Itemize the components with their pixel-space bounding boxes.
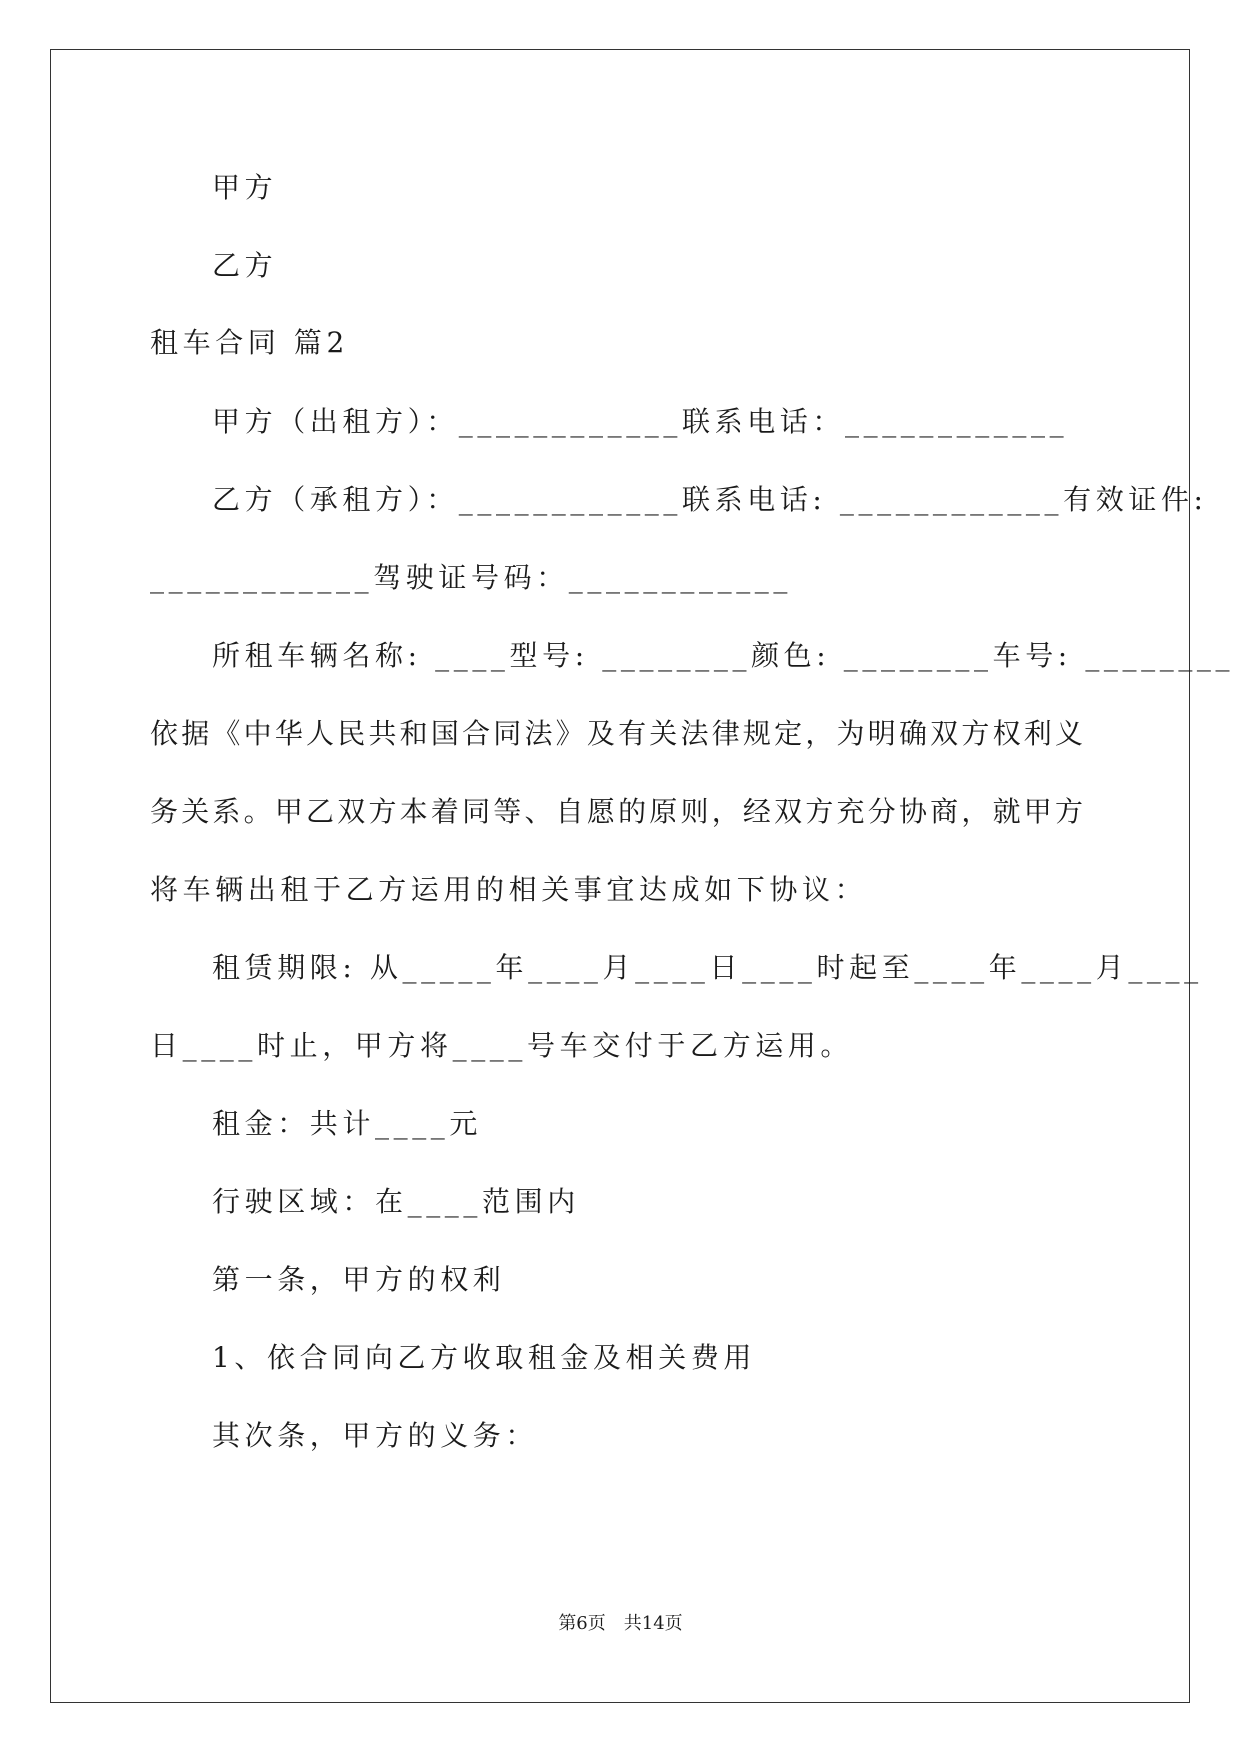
article-two-heading: 其次条，甲方的义务： [212, 1419, 539, 1452]
lessor-line: 甲方（出租方）：____________联系电话：____________ [212, 405, 1069, 438]
article-one-heading: 第一条，甲方的权利 [212, 1263, 506, 1296]
preamble-line-1: 依据《中华人民共和国合同法》及有关法律规定，为明确双方权利义 [150, 717, 1083, 750]
preamble-line-2: 务关系。甲乙双方本着同等、自愿的原则，经双方充分协商，就甲方 [150, 795, 1083, 828]
license-line: ____________驾驶证号码：____________ [150, 561, 793, 594]
preamble-line-3: 将车辆出租于乙方运用的相关事宜达成如下协议： [150, 873, 868, 906]
vehicle-info-line: 所租车辆名称: ____型号: ________颜色: ________车号: ________ [212, 639, 1235, 672]
party-a-label: 甲方 [212, 171, 278, 204]
page-number-footer [0, 1612, 1241, 1636]
contract-heading: 租车合同 篇2 [150, 326, 349, 359]
driving-area-line: 行驶区域：在____范围内 [212, 1185, 580, 1218]
article-one-item-1: 1、依合同向乙方收取租金及相关费用 [212, 1341, 757, 1374]
lessee-line: 乙方（承租方）：____________联系电话: ____________有效证件: [212, 483, 1208, 516]
lease-term-line-1: 租赁期限: 从_____年____月____日____时起至____年____月____ [212, 951, 1203, 984]
page-number-label: 第6页 共14页 [558, 1613, 683, 1634]
lease-term-line-2: 日____时止，甲方将____号车交付于乙方运用。 [150, 1029, 854, 1062]
rent-line: 租金：共计____元 [212, 1107, 483, 1140]
party-b-label: 乙方 [212, 249, 278, 282]
